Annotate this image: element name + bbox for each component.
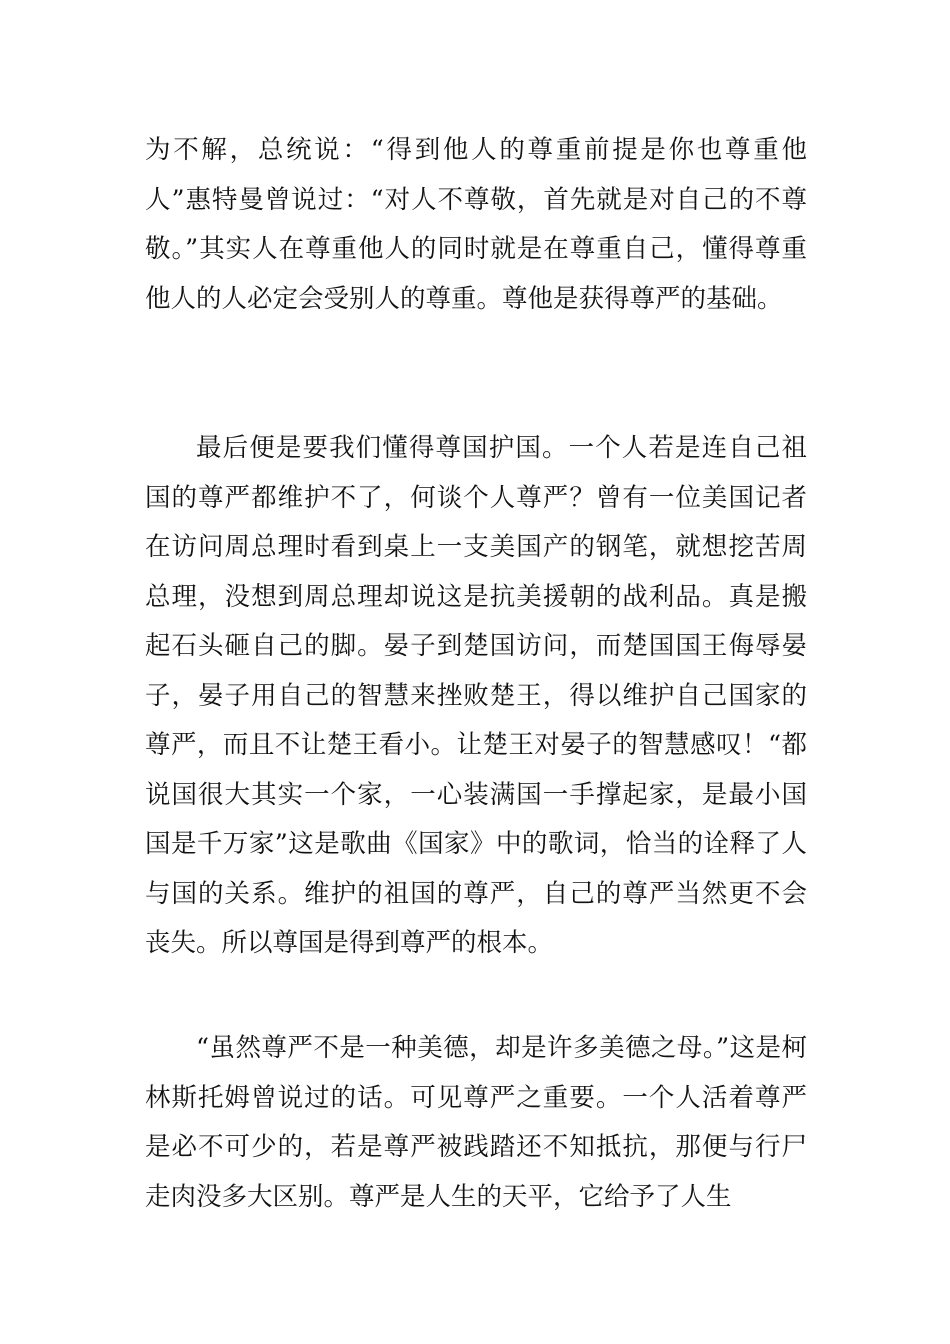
paragraph-respect-others: 为不解，总统说：“得到他人的尊重前提是你也尊重他人”惠特曼曾说过：“对人不尊敬，首先就是对自己的不尊敬。”其实人在尊重他人的同时就是在尊重自己，懂得尊重他人的人必定会受别人的尊重。尊他是获得尊严的基础。 — [145, 135, 807, 314]
paragraph-respect-country: 最后便是要我们懂得尊国护国。一个人若是连自己祖国的尊严都维护不了，何谈个人尊严？曾有一位美国记者在访问周总理时看到桌上一支美国产的钢笔，就想挖苦周总理，没想到周总理却说这是抗美援朝的战利品。真是搬起石头砸自己的脚。晏子到楚国访问，而楚国国王侮辱晏子，晏子用自己的智慧来挫败楚王，得以维护自己国家的尊严，而且不让楚王看小。让楚王对晏子的智慧感叹！“都说国很大其实一个家，一心装满国一手撑起家，是最小国国是千万家”这是歌曲《国家》中的歌词，恰当的诠释了人与国的关系。维护的祖国的尊严，自己的尊严当然更不会丧失。所以尊国是得到尊严的根本。 — [145, 433, 807, 958]
paragraph-dignity-virtue: “虽然尊严不是一种美德，却是许多美德之母。”这是柯林斯托姆曾说过的话。可见尊严之重要。一个人活着尊严是必不可少的，若是尊严被践踏还不知抵抗，那便与行尸走肉没多大区别。尊严是人生的天平，它给予了人生 — [145, 1033, 807, 1212]
